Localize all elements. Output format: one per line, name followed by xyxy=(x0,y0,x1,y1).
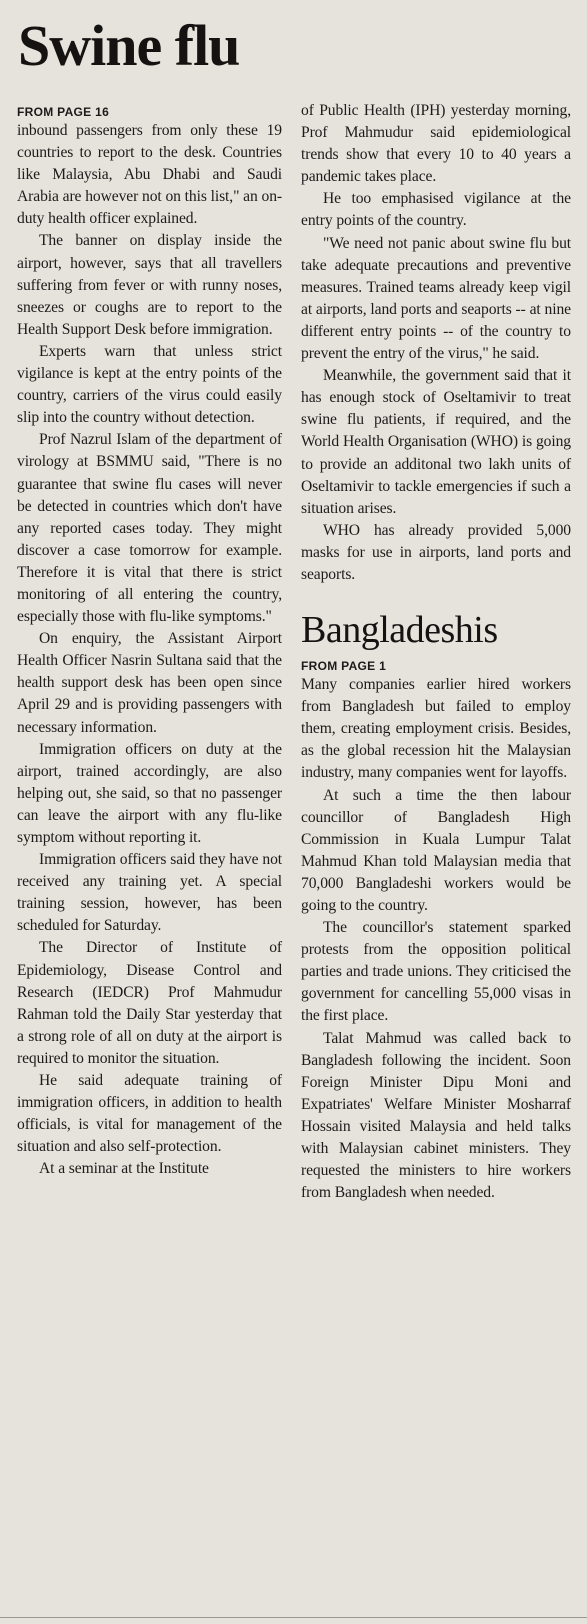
article-paragraph: Many companies earlier hired workers from Bangladesh but failed to employ them, creating employment crisis. Besides, as the global recession hit the Malaysian industry, many companies went for layoffs. xyxy=(301,676,571,782)
article-paragraph: of Public Health (IPH) yesterday morning, Prof Mahmudur said epidemiological trends show that every 10 to 40 years a pandemic takes place. xyxy=(301,102,571,186)
article-paragraph: The councillor's statement sparked protests from the opposition political parties and trade unions. They criticised the government for cancelling 55,000 visas in the first place. xyxy=(301,919,571,1025)
article-paragraph: Experts warn that unless strict vigilance is kept at the entry points of the country, carriers of the virus could easily slip into the country without detection. xyxy=(17,342,282,427)
bottom-rule xyxy=(0,1617,587,1618)
article-paragraph: Immigration officers said they have not received any training yet. A special training session, however, has been scheduled for Saturday. xyxy=(17,851,282,935)
headline-swine-flu: Swine flu xyxy=(18,13,240,78)
article-paragraph: On enquiry, the Assistant Airport Health Officer Nasrin Sultana said that the health support desk has been open since April 29 and is providing passengers with necessary information. xyxy=(17,630,282,736)
bangladeshis-byline: FROM PAGE 1 xyxy=(301,659,387,674)
article-paragraph: "We need not panic about swine flu but take adequate precautions and preventive measures. Trained teams already keep vigil at airports, land ports and seaports -- at nine different entry points -- of the country to prevent the entry of the virus," he said. xyxy=(301,234,571,363)
bangladeshis-body xyxy=(301,674,571,1204)
swine-flu-column-left xyxy=(17,100,282,1181)
headline-bangladeshis: Bangladeshis xyxy=(301,609,498,652)
swine-flu-byline: FROM PAGE 16 xyxy=(17,105,110,119)
right-column xyxy=(301,100,571,1204)
article-paragraph: Talat Mahmud was called back to Bangladesh following the incident. Soon Foreign Minister Dipu Moni and Expatriates' Welfare Minister Mosharraf Hossain visited Malaysia and held talks with Malaysian cabinet ministers. They requested the ministers to hire workers from Bangladesh when needed. xyxy=(301,1029,571,1202)
article-paragraph: Meanwhile, the government said that it has enough stock of Oseltamivir to treat swine flu patients, if required, and the World Health Organisation (WHO) is going to provide an additonal two lakh units of Oseltamivir to tackle emergencies if such a situation arises. xyxy=(301,367,571,517)
article-paragraph: Immigration officers on duty at the airport, trained accordingly, are also helping out, she said, so that no passenger can leave the airport with any flu-like symptom without reporting it. xyxy=(17,740,282,846)
article-paragraph: He too emphasised vigilance at the entry points of the country. xyxy=(301,190,571,230)
article-paragraph: At such a time the then labour councillor of Bangladesh High Commission in Kuala Lumpur Talat Mahmud Khan told Malaysian media that 70,000 Bangladeshi workers would be going to the country. xyxy=(301,786,571,914)
article-paragraph: He said adequate training of immigration officers, in addition to health officials, is vital for management of the situation and also self-protection. xyxy=(17,1072,282,1156)
article-paragraph: At a seminar at the Institute xyxy=(39,1160,209,1178)
swine-flu-body-right xyxy=(301,100,571,586)
swine-flu-body-left xyxy=(17,120,282,1181)
article-paragraph: Prof Nazrul Islam of the department of virology at BSMMU said, "There is no guarantee that swine flu cases will never be detected in countries which don't have any reported cases today. They might discover a case tomorrow for example. Therefore it is vital that there is strict monitoring of all entering the country, especially those with flu-like symptoms." xyxy=(17,431,282,626)
article-paragraph: The Director of Institute of Epidemiology, Disease Control and Research (IEDCR) Prof Mahmudur Rahman told the Daily Star yesterday that a strong role of all on duty at the airport is required to monitor the situation. xyxy=(17,939,282,1067)
article-paragraph: WHO has already provided 5,000 masks for use in airports, land ports and seaports. xyxy=(301,521,571,583)
article-paragraph: inbound passengers from only these 19 countries to report to the desk. Countries like Malaysia, Abu Dhabi and Saudi Arabia are however not on this list," an on-duty health officer explained. xyxy=(17,122,282,228)
article-paragraph: The banner on display inside the airport, however, says that all travellers suffering from fever or with runny noses, sneezes or coughs are to report to the Health Support Desk before immigration. xyxy=(17,232,282,338)
